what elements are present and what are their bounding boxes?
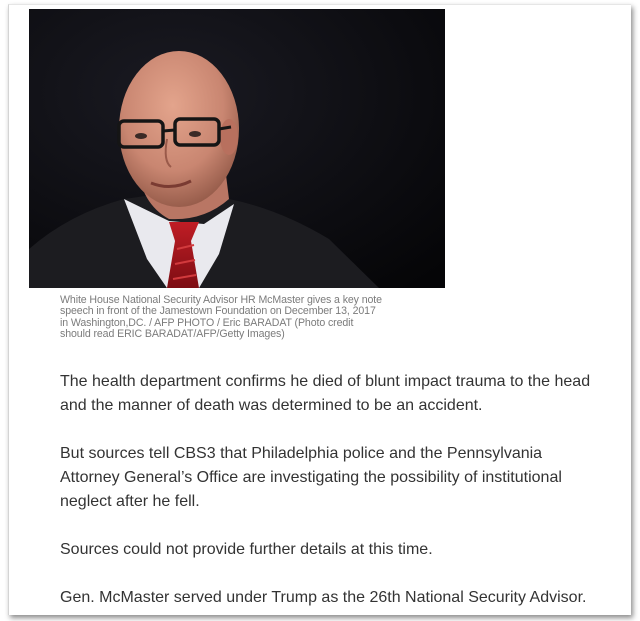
paragraph-line: neglect after he fell. [60, 493, 200, 510]
paragraph [60, 586, 630, 610]
paragraph [60, 442, 630, 514]
caption-line: White House National Security Advisor HR McMaster gives a key note [60, 294, 382, 306]
paragraph [60, 370, 630, 418]
caption-line: should read ERIC BARADAT/AFP/Getty Images) [60, 328, 285, 341]
paragraph-line: Attorney General’s Office are investigating the possibility of institutional [60, 469, 562, 486]
paragraph [60, 538, 630, 562]
caption-line: in Washington,DC. / AFP PHOTO / Eric BARADAT (Photo credit [60, 316, 354, 329]
portrait-image [29, 9, 445, 288]
photo-caption [60, 295, 440, 341]
paragraph-line: Sources could not provide further details at this time. [60, 541, 433, 558]
article-photo [29, 9, 445, 288]
article-frame [8, 4, 631, 615]
caption-line: speech in front of the Jamestown Foundation on December 13, 2017 [60, 305, 376, 318]
paragraph-line: and the manner of death was determined to be an accident. [60, 397, 483, 414]
paragraph-line: Gen. McMaster served under Trump as the 26th National Security Advisor. [60, 589, 587, 606]
paragraph-line: The health department confirms he died of blunt impact trauma to the head [60, 373, 591, 390]
article-body [60, 370, 630, 615]
paragraph-line: But sources tell CBS3 that Philadelphia police and the Pennsylvania [60, 445, 543, 462]
